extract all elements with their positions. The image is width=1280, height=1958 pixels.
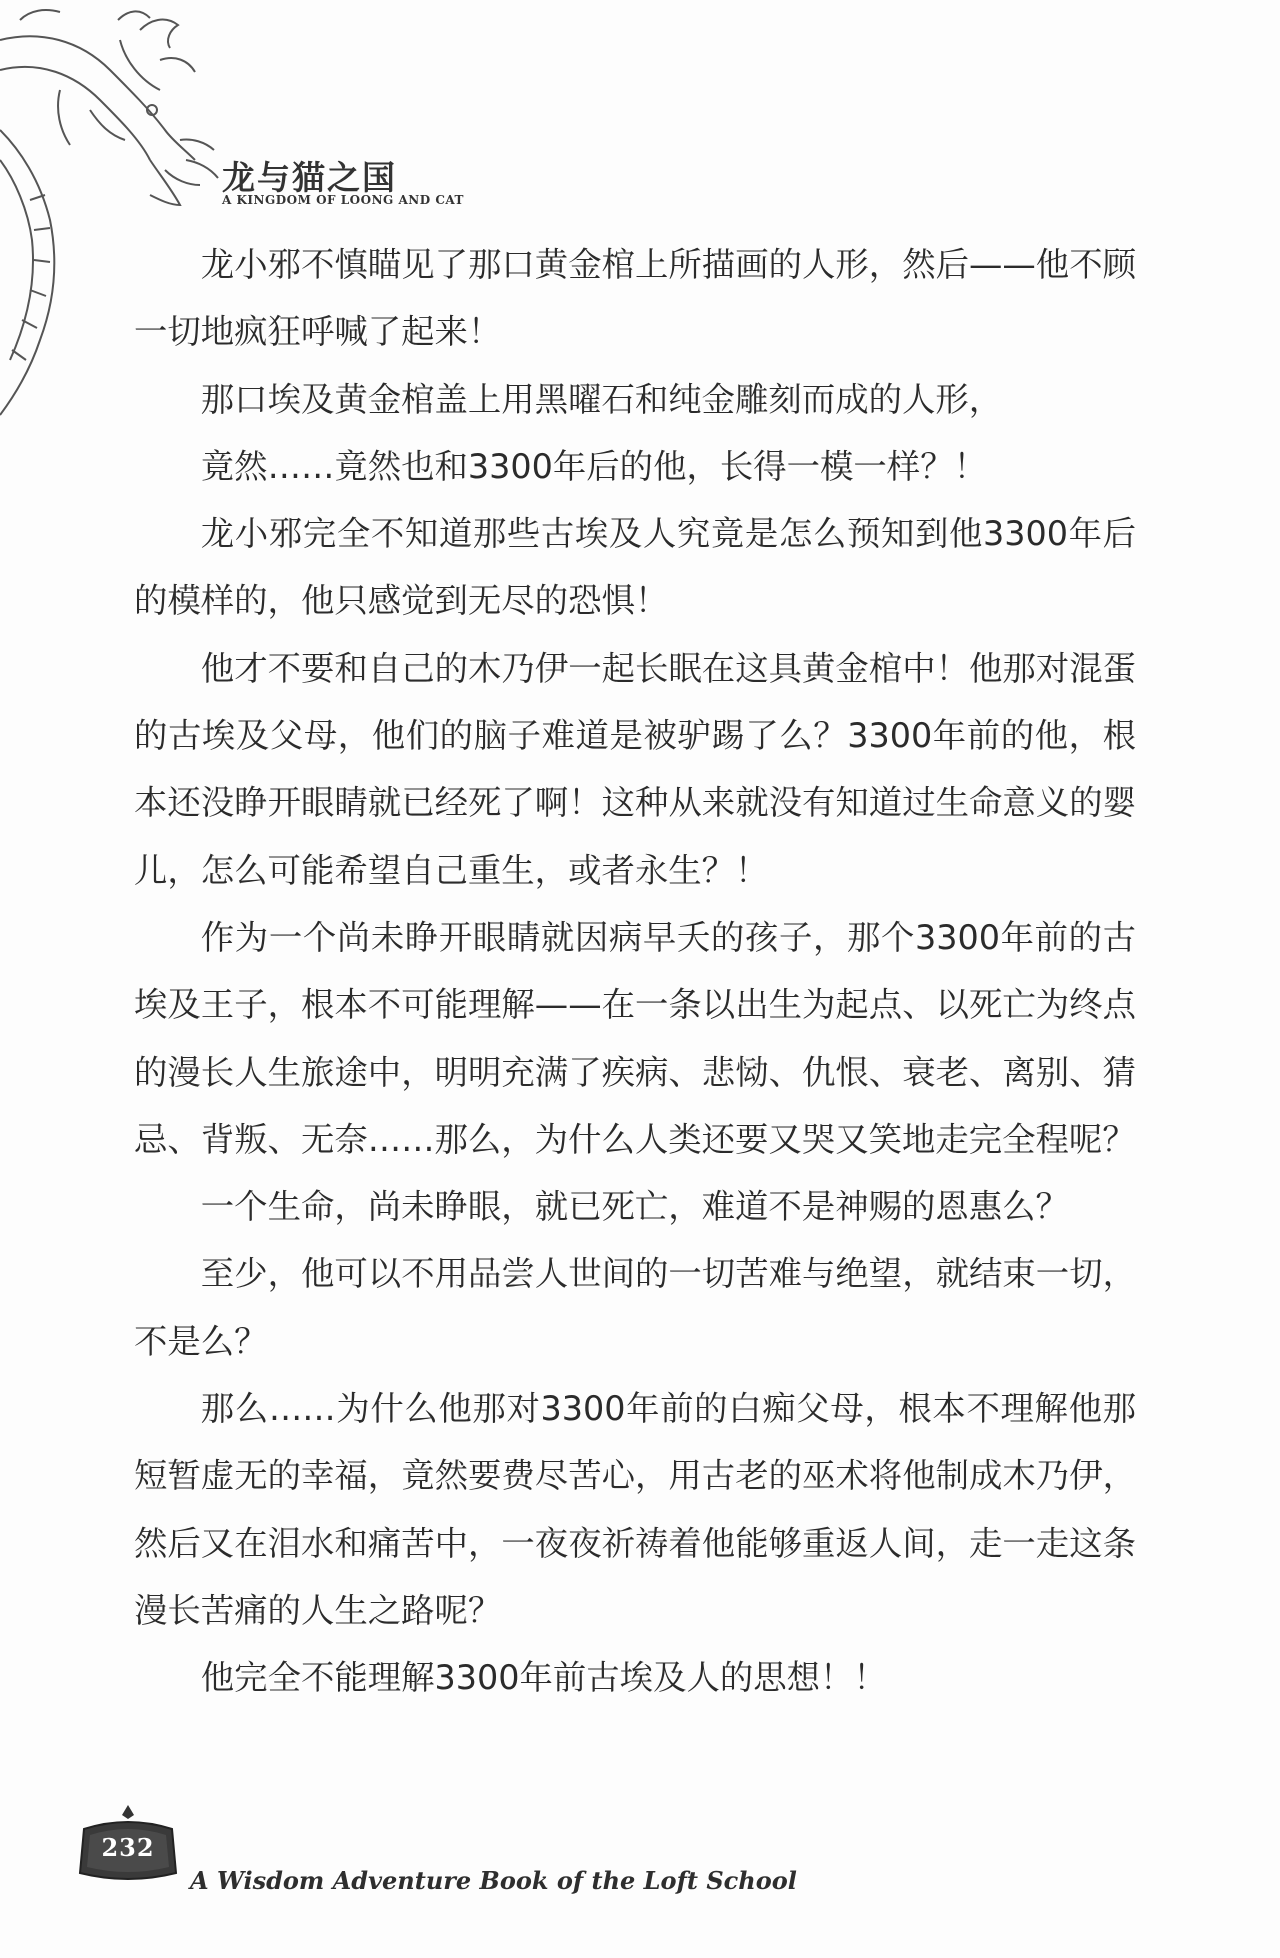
page-number: 232 bbox=[101, 1833, 155, 1862]
series-title: A Wisdom Adventure Book of the Loft School bbox=[190, 1866, 797, 1895]
body-text bbox=[134, 231, 1136, 1712]
paragraph: 他才不要和自己的木乃伊一起长眠在这具黄金棺中！他那对混蛋的古埃及父母，他们的脑子难道是被驴踢了么？3300年前的他，根本还没睁开眼睛就已经死了啊！这种从来就没有知道过生命意义的婴儿，怎么可能希望自己重生，或者永生？！ bbox=[134, 648, 1136, 890]
paragraph: 一个生命，尚未睁眼，就已死亡，难道不是神赐的恩惠么？ bbox=[200, 1187, 1069, 1227]
paragraph: 竟然……竟然也和3300年后的他，长得一模一样？！ bbox=[200, 446, 987, 486]
paragraph: 龙小邪完全不知道那些古埃及人究竟是怎么预知到他3300年后的模样的，他只感觉到无尽的恐惧！ bbox=[134, 514, 1136, 621]
book-subtitle: A KINGDOM OF LOONG AND CAT bbox=[222, 193, 464, 207]
paragraph: 他完全不能理解3300年前古埃及人的思想！！ bbox=[200, 1658, 887, 1698]
paragraph: 作为一个尚未睁开眼睛就因病早夭的孩子，那个3300年前的古埃及王子，根本不可能理解——在一条以出生为起点、以死亡为终点的漫长人生旅途中，明明充满了疾病、悲恸、仇恨、衰老、离别、猜忌、背叛、无奈……那么，为什么人类还要又哭又笑地走完全程呢？ bbox=[134, 917, 1136, 1159]
paragraph: 至少，他可以不用品尝人世间的一切苦难与绝望，就结束一切，不是么？ bbox=[134, 1254, 1136, 1361]
paragraph: 那么……为什么他那对3300年前的白痴父母，根本不理解他那短暂虚无的幸福，竟然要费尽苦心，用古老的巫术将他制成木乃伊，然后又在泪水和痛苦中，一夜夜祈祷着他能够重返人间，走一走这条漫长苦痛的人生之路呢？ bbox=[134, 1389, 1136, 1630]
book-title: 龙与猫之国 bbox=[222, 158, 397, 197]
paragraph: 龙小邪不慎瞄见了那口黄金棺上所描画的人形，然后——他不顾一切地疯狂呼喊了起来！ bbox=[134, 245, 1136, 352]
paragraph: 那口埃及黄金棺盖上用黑曜石和纯金雕刻而成的人形， bbox=[200, 379, 1003, 419]
